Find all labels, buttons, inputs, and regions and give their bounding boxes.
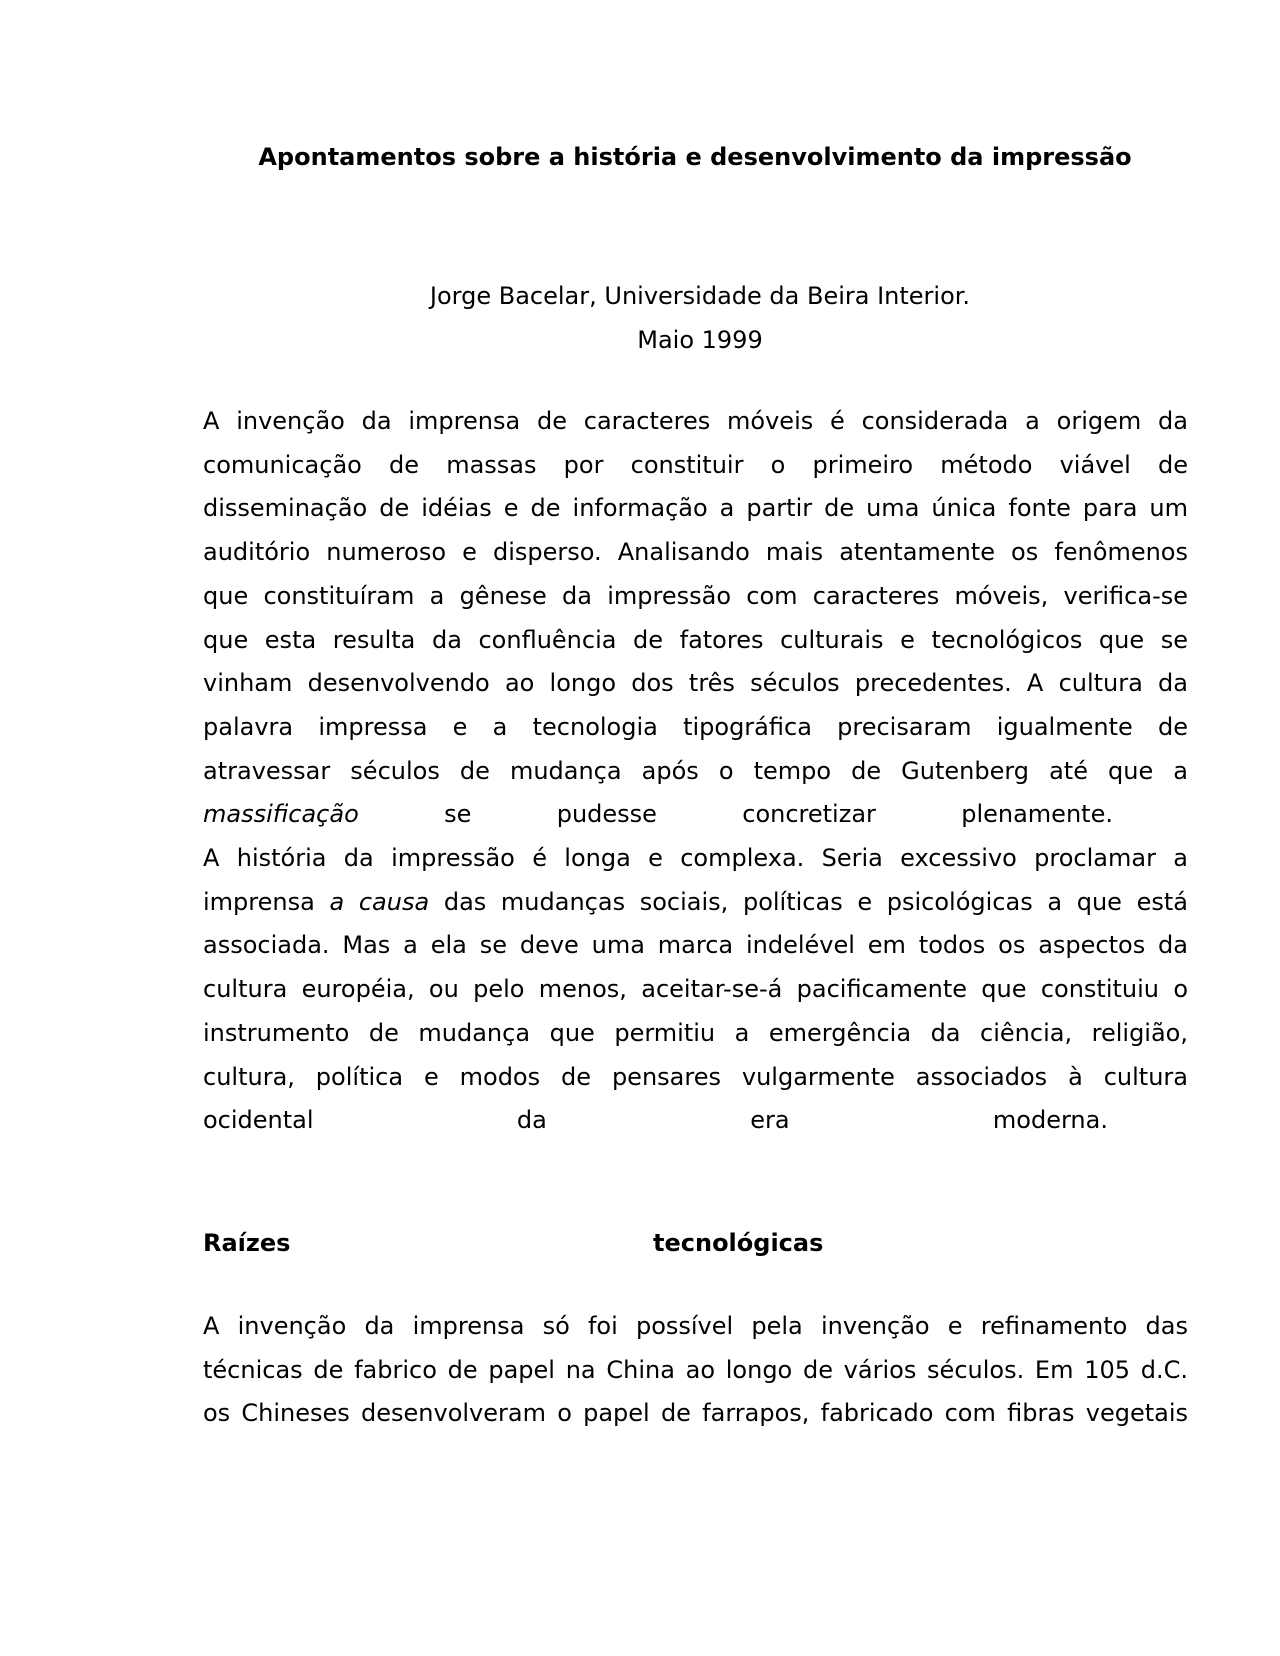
paragraph-last-line <box>203 1099 1108 1143</box>
text-run: das mudanças sociais, políticas e psicológicas a que está <box>429 887 1188 916</box>
byline <box>0 274 1280 362</box>
paragraph-3 <box>203 1305 1188 1436</box>
paragraph-line: que esta resulta da confluência de fatores culturais e tecnológicos que se <box>203 625 1188 654</box>
paragraph-word: se <box>444 800 472 829</box>
paragraph-word: ocidental <box>203 1106 314 1135</box>
paragraph-line: comunicação de massas por constituir o primeiro método viável de <box>203 450 1188 479</box>
paragraph-line: que constituíram a gênese da impressão com caracteres móveis, verifica-se <box>203 581 1188 610</box>
heading-word: tecnológicas <box>653 1229 824 1257</box>
paragraph-line: cultura européia, ou pelo menos, aceitar-se-á pacificamente que constituiu o <box>203 975 1188 1004</box>
paragraph-line: vinham desenvolvendo ao longo dos três séculos precedentes. A cultura da <box>203 669 1188 698</box>
paragraph-line: instrumento de mudança que permitiu a emergência da ciência, religião, <box>203 1018 1188 1047</box>
section-heading <box>203 1228 1188 1258</box>
document-title: Apontamentos sobre a história e desenvolvimento da impressão <box>258 143 1132 171</box>
date-line: Maio 1999 <box>637 326 763 354</box>
paragraph-line: associada. Mas a ela se deve uma marca indelével em todos os aspectos da <box>203 931 1188 960</box>
paragraph-last-line <box>203 793 1113 837</box>
author-line: Jorge Bacelar, Universidade da Beira Interior. <box>429 282 971 310</box>
paragraph-word: da <box>516 1106 547 1135</box>
heading-word: Raízes <box>203 1229 291 1257</box>
paragraph-word: era <box>750 1106 790 1135</box>
paragraph-line: A invenção da imprensa de caracteres móveis é considerada a origem da <box>203 407 1188 435</box>
paragraph-line: palavra impressa e a tecnologia tipográfica precisaram igualmente de <box>203 712 1188 741</box>
paragraph-line: auditório numeroso e disperso. Analisando mais atentamente os fenômenos <box>203 538 1188 567</box>
paragraph-word: pudesse <box>556 800 657 829</box>
paragraph-line: técnicas de fabrico de papel na China ao longo de vários séculos. Em 105 d.C. <box>203 1355 1188 1384</box>
paragraph-line: A história da impressão é longa e complexa. Seria excessivo proclamar a <box>203 844 1188 873</box>
paragraph-line: A invenção da imprensa só foi possível pela invenção e refinamento das <box>203 1312 1188 1340</box>
emphasis-text: a causa <box>329 887 430 916</box>
paragraph-line: cultura, política e modos de pensares vulgarmente associados à cultura <box>203 1062 1188 1091</box>
paragraph-word: concretizar <box>742 800 876 829</box>
paragraph-1 <box>203 400 1188 1143</box>
paragraph-word: massificação <box>203 800 359 829</box>
paragraph-word: plenamente. <box>961 800 1113 829</box>
text-run: imprensa <box>203 887 330 916</box>
paragraph-word: moderna. <box>992 1106 1108 1135</box>
paragraph-line: atravessar séculos de mudança após o tempo de Gutenberg até que a <box>203 756 1188 785</box>
paragraph-line: os Chineses desenvolveram o papel de farrapos, fabricado com fibras vegetais <box>203 1399 1188 1428</box>
paragraph-line <box>203 881 1188 925</box>
paragraph-line: disseminação de idéias e de informação a partir de uma única fonte para um <box>203 494 1188 523</box>
